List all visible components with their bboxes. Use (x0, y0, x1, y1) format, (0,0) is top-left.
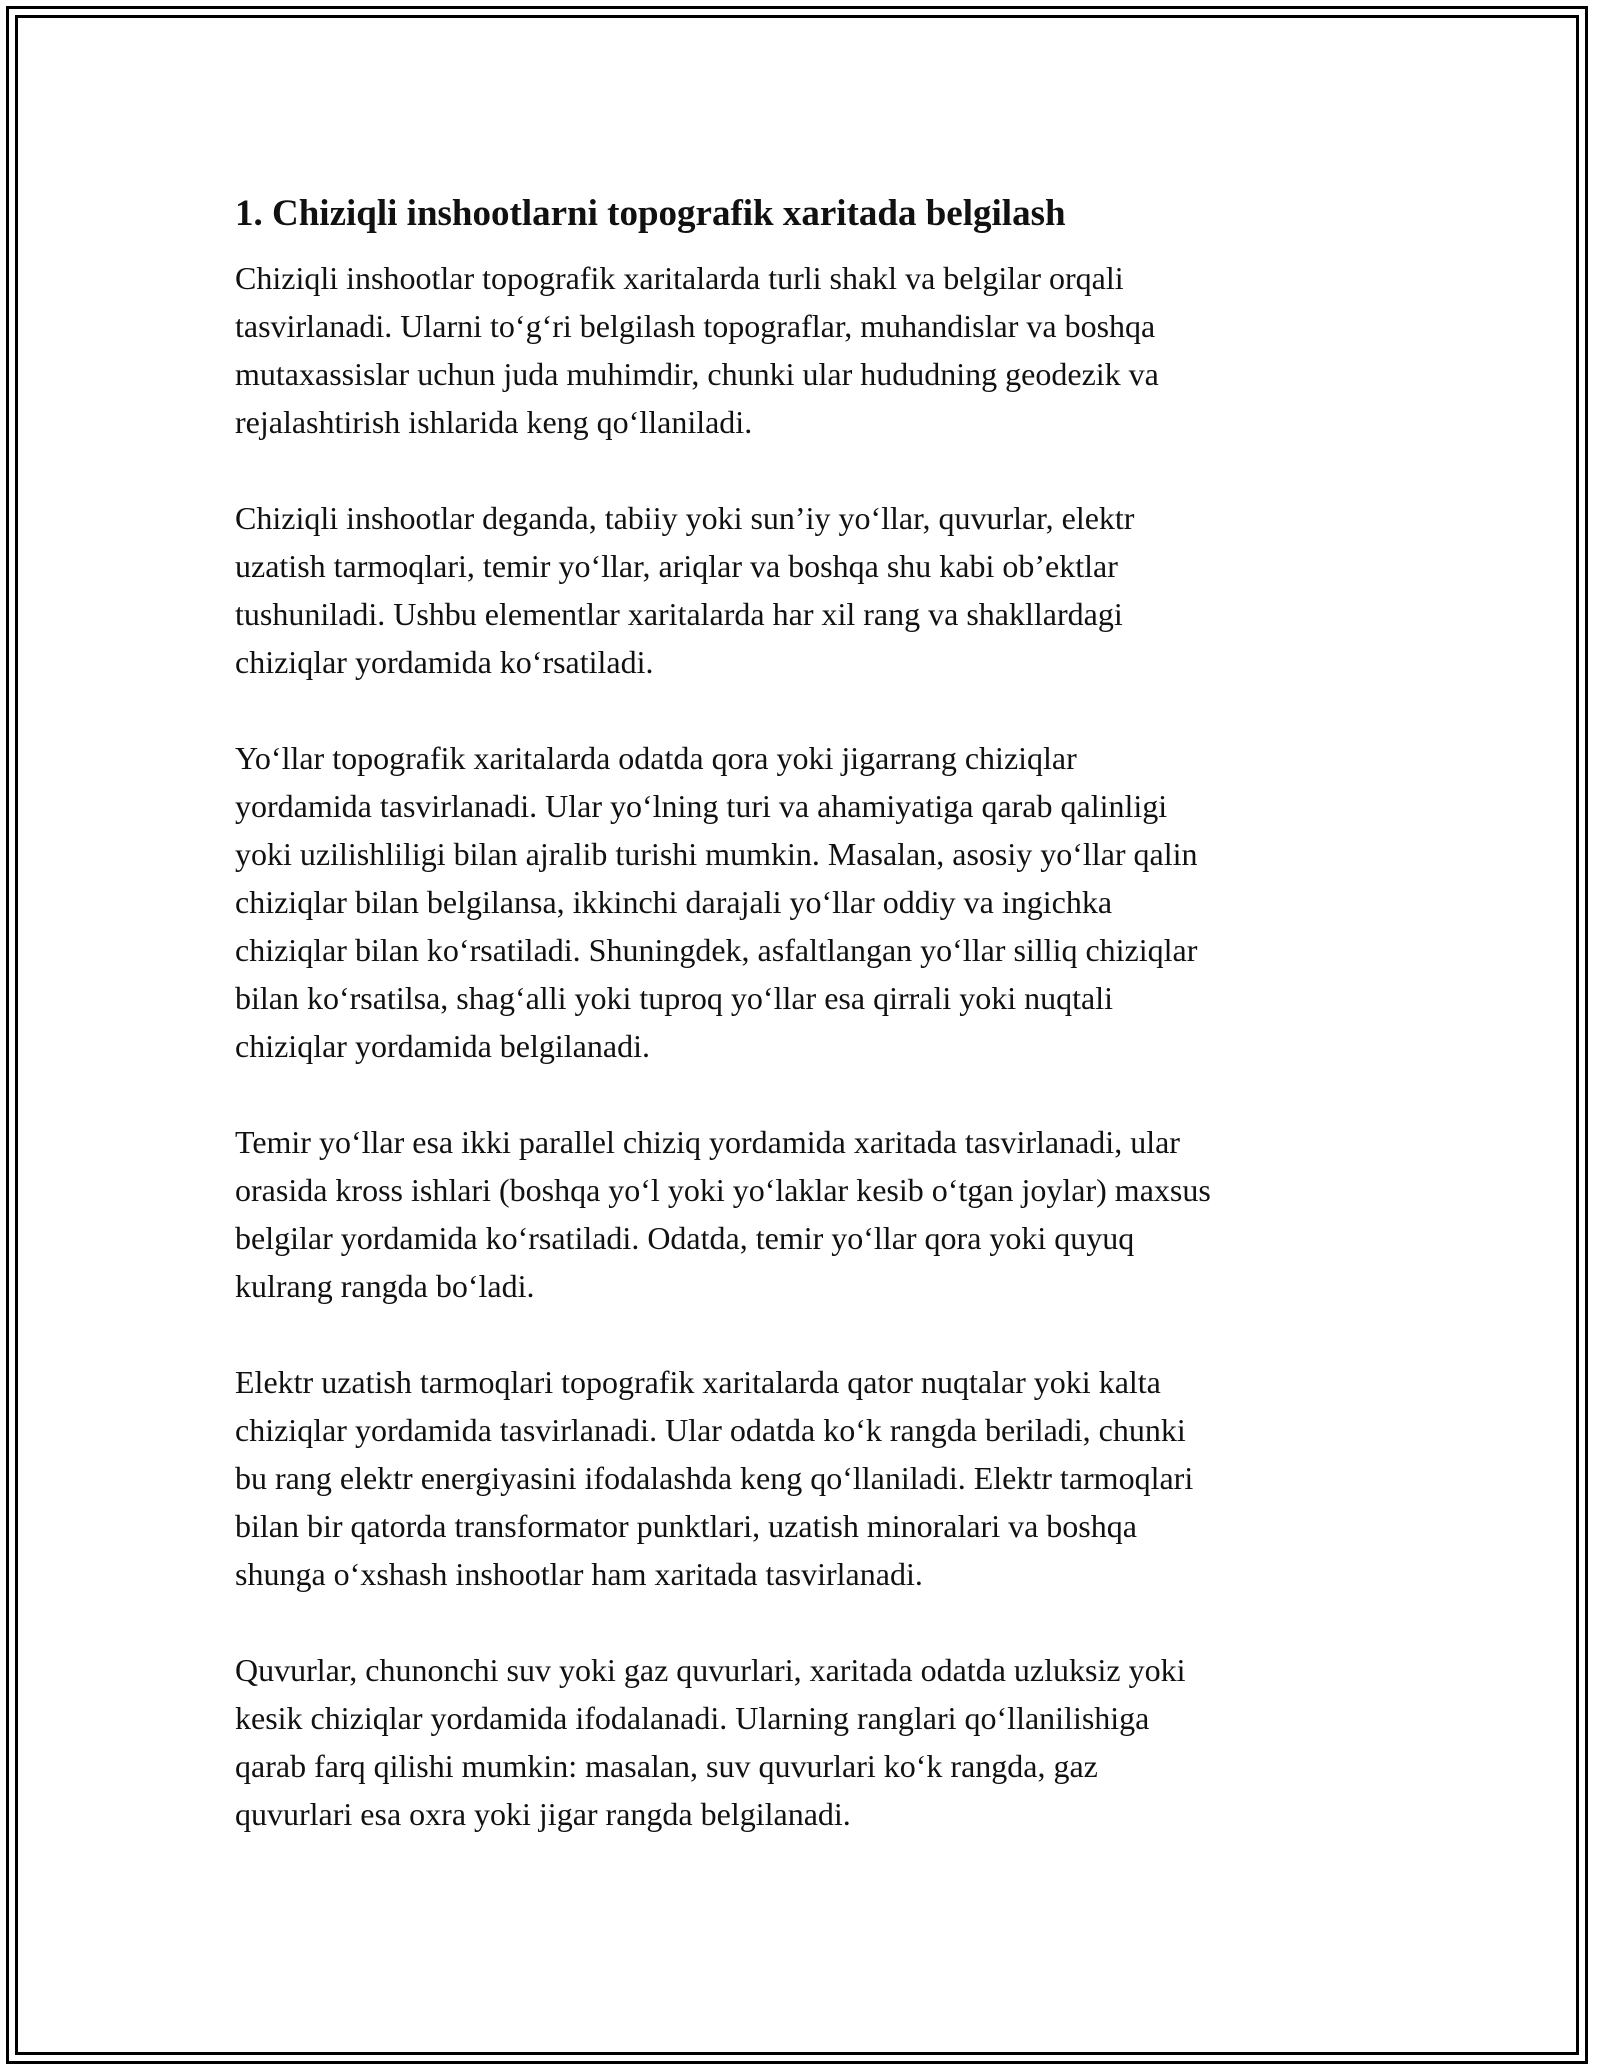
text-line: quvurlari esa oxra yoki jigar rangda belgilanadi. (235, 1796, 851, 1832)
text-line: belgilar yordamida ko‘rsatiladi. Odatda, temir yo‘llar qora yoki quyuq (235, 1220, 1135, 1256)
section-heading: 1. Chiziqli inshootlarni topografik xaritada belgilash (235, 193, 1066, 234)
text-line: rejalashtirish ishlarida keng qo‘llaniladi. (235, 404, 753, 440)
text-line: shunga o‘xshash inshootlar ham xaritada tasvirlanadi. (235, 1556, 923, 1592)
text-line: uzatish tarmoqlari, temir yo‘llar, ariqlar va boshqa shu kabi ob’ektlar (235, 548, 1118, 584)
text-line: Quvurlar, chunonchi suv yoki gaz quvurlari, xaritada odatda uzluksiz yoki (235, 1652, 1186, 1688)
text-line: Chiziqli inshootlar deganda, tabiiy yoki sun’iy yo‘llar, quvurlar, elektr (235, 500, 1135, 536)
text-line: chiziqlar bilan ko‘rsatiladi. Shuningdek, asfaltlangan yo‘llar silliq chiziqlar (235, 932, 1198, 968)
text-line: Temir yo‘llar esa ikki parallel chiziq yordamida xaritada tasvirlanadi, ular (235, 1124, 1180, 1160)
text-line: bilan ko‘rsatilsa, shag‘alli yoki tuproq yo‘llar esa qirrali yoki nuqtali (235, 980, 1114, 1016)
text-line: bu rang elektr energiyasini ifodalashda keng qo‘llaniladi. Elektr tarmoqlari (235, 1460, 1194, 1496)
text-line: chiziqlar yordamida tasvirlanadi. Ular odatda ko‘k rangda beriladi, chunki (235, 1412, 1186, 1448)
paragraph-pipelines (235, 1646, 1365, 1838)
text-line: qarab farq qilishi mumkin: masalan, suv quvurlari ko‘k rangda, gaz (235, 1748, 1098, 1784)
text-line: yoki uzilishliligi bilan ajralib turishi mumkin. Masalan, asosiy yo‘llar qalin (235, 836, 1198, 872)
paragraph-intro (235, 254, 1365, 446)
text-line: Yo‘llar topografik xaritalarda odatda qora yoki jigarrang chiziqlar (235, 740, 1077, 776)
text-line: kesik chiziqlar yordamida ifodalanadi. Ularning ranglari qo‘llanilishiga (235, 1700, 1150, 1736)
paragraph-power-lines (235, 1358, 1365, 1598)
text-line: orasida kross ishlari (boshqa yo‘l yoki yo‘laklar kesib o‘tgan joylar) maxsus (235, 1172, 1211, 1208)
text-line: chiziqlar bilan belgilansa, ikkinchi darajali yo‘llar oddiy va ingichka (235, 884, 1113, 920)
text-line: mutaxassislar uchun juda muhimdir, chunki ular hududning geodezik va (235, 356, 1159, 392)
text-line: tasvirlanadi. Ularni to‘g‘ri belgilash topograflar, muhandislar va boshqa (235, 308, 1156, 344)
paragraph-railways (235, 1118, 1365, 1310)
text-line: yordamida tasvirlanadi. Ular yo‘lning turi va ahamiyatiga qarab qalinligi (235, 788, 1168, 824)
text-line: bilan bir qatorda transformator punktlari, uzatish minoralari va boshqa (235, 1508, 1137, 1544)
text-line: Elektr uzatish tarmoqlari topografik xaritalarda qator nuqtalar yoki kalta (235, 1364, 1161, 1400)
document-body (235, 186, 1365, 1886)
text-line: chiziqlar yordamida ko‘rsatiladi. (235, 644, 654, 680)
text-line: Chiziqli inshootlar topografik xaritalarda turli shakl va belgilar orqali (235, 260, 1124, 296)
text-line: kulrang rangda bo‘ladi. (235, 1268, 535, 1304)
paragraph-definition (235, 494, 1365, 686)
text-line: tushuniladi. Ushbu elementlar xaritalarda har xil rang va shakllardagi (235, 596, 1123, 632)
text-line: chiziqlar yordamida belgilanadi. (235, 1028, 650, 1064)
paragraph-roads (235, 734, 1365, 1070)
